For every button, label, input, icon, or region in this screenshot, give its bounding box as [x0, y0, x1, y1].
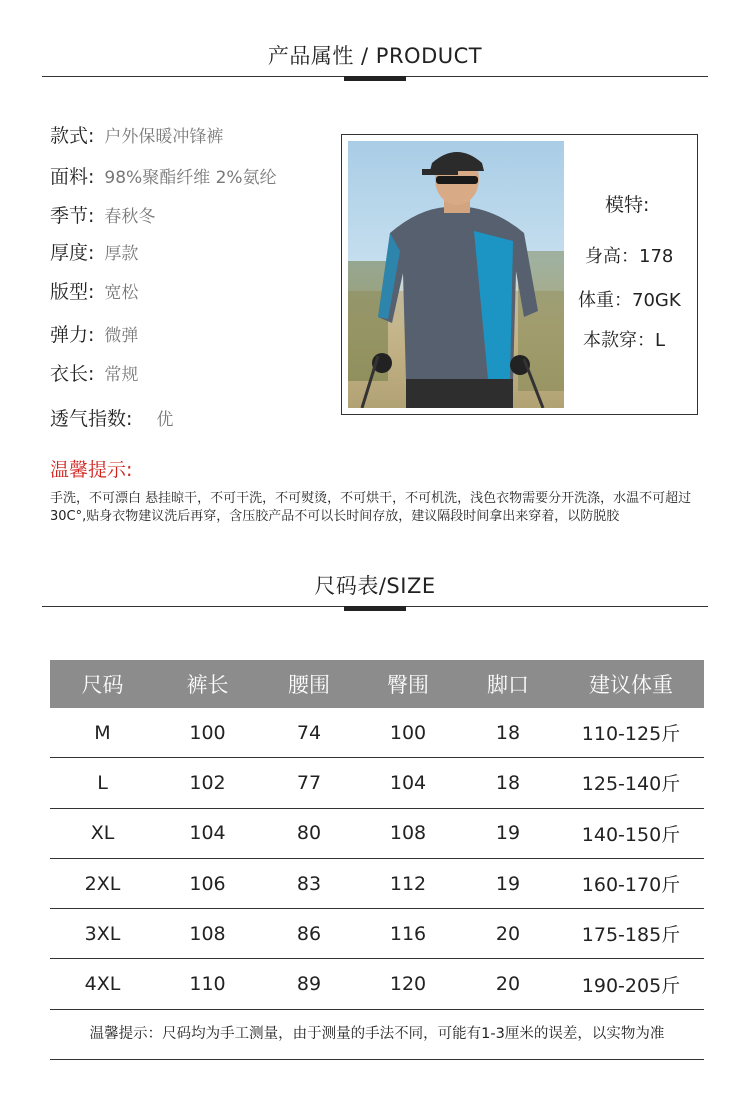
attribute-breathability: 透气指数: 优 — [50, 408, 174, 430]
cell-waist: 80 — [296, 822, 322, 845]
cell-length: 106 — [189, 872, 226, 895]
attribute-style: 款式: 户外保暖冲锋裤 — [50, 125, 224, 147]
cell-weight: 190-205斤 — [581, 974, 681, 997]
cell-waist: 83 — [296, 872, 322, 895]
model-weight: 体重：70GK — [578, 290, 681, 311]
product-section-title: 产品属性 / PRODUCT — [267, 44, 483, 68]
table-row — [50, 708, 704, 758]
attribute-length: 衣长: 常规 — [50, 363, 139, 385]
cell-length: 108 — [189, 922, 226, 945]
cell-weight: 125-140斤 — [581, 773, 681, 796]
cell-size: L — [97, 771, 108, 794]
attribute-elasticity: 弹力: 微弹 — [50, 324, 139, 346]
table-row — [50, 909, 704, 959]
header-weight: 建议体重 — [589, 673, 673, 697]
cell-size: M — [94, 721, 111, 744]
cell-length: 100 — [189, 721, 226, 744]
care-tips-title: 温馨提示: — [50, 459, 133, 481]
table-row — [50, 959, 704, 1009]
cell-hip: 100 — [389, 721, 427, 744]
cell-cuff: 18 — [495, 771, 521, 794]
measurement-note: 温馨提示：尺码均为手工测量，由于测量的手法不同，可能有1-3厘米的误差，以实物为准 — [89, 1026, 665, 1042]
cell-size: 2XL — [84, 872, 121, 895]
cell-cuff: 20 — [495, 922, 521, 945]
size-table-header — [50, 660, 704, 708]
cell-cuff: 19 — [495, 822, 521, 845]
cell-hip: 108 — [389, 822, 427, 845]
size-divider-accent — [344, 606, 406, 611]
cell-weight: 175-185斤 — [581, 924, 681, 947]
table-row — [50, 859, 704, 909]
size-table — [50, 660, 704, 1010]
table-row — [50, 758, 704, 808]
model-height: 身高：178 — [585, 246, 674, 267]
attribute-thickness: 厚度: 厚款 — [50, 242, 139, 264]
cell-length: 102 — [189, 771, 226, 794]
header-cuff: 脚口 — [487, 673, 529, 697]
model-info-box — [341, 134, 698, 415]
cell-waist: 77 — [296, 771, 322, 794]
cell-waist: 89 — [296, 973, 322, 996]
model-illustration — [348, 141, 564, 408]
cell-size: 3XL — [84, 922, 121, 945]
cell-cuff: 20 — [495, 973, 521, 996]
cell-hip: 104 — [389, 771, 427, 794]
cell-hip: 112 — [389, 872, 427, 895]
model-photo — [348, 141, 564, 408]
care-tips-body: 手洗，不可漂白 悬挂晾干，不可干洗，不可熨烫，不可烘干，不可机洗，浅色衣物需要分开洗涤，水温不可超过30C°,贴身衣物建议洗后再穿，含压胶产品不可以长时间存放，建议隔段时间拿出来穿着，以防脱胶 — [50, 491, 692, 524]
cell-weight: 160-170斤 — [581, 874, 681, 897]
footer-divider — [50, 1059, 704, 1060]
cell-waist: 74 — [296, 721, 322, 744]
cell-hip: 116 — [389, 922, 427, 945]
cell-size: XL — [90, 822, 115, 845]
cell-hip: 120 — [389, 973, 427, 996]
cell-length: 110 — [189, 973, 226, 996]
cell-weight: 110-125斤 — [581, 723, 681, 746]
cell-weight: 140-150斤 — [581, 823, 681, 846]
header-hip: 臀围 — [387, 673, 429, 697]
size-section-title: 尺码表/SIZE — [314, 574, 436, 598]
attribute-season: 季节: 春秋冬 — [50, 205, 156, 227]
header-length: 裤长 — [186, 673, 229, 697]
cell-waist: 86 — [296, 922, 322, 945]
attribute-fit: 版型: 宽松 — [50, 281, 139, 303]
model-label: 模特: — [605, 194, 650, 216]
product-divider-accent — [344, 76, 406, 81]
cell-cuff: 18 — [495, 721, 521, 744]
cell-cuff: 19 — [495, 872, 521, 895]
cell-length: 104 — [189, 822, 226, 845]
cell-size: 4XL — [84, 973, 121, 996]
table-row — [50, 809, 704, 859]
model-size-worn: 本款穿：L — [583, 330, 666, 351]
attribute-fabric: 面料: 98%聚酯纤维 2%氨纶 — [50, 166, 277, 188]
header-size: 尺码 — [81, 673, 124, 697]
header-waist: 腰围 — [288, 673, 330, 697]
